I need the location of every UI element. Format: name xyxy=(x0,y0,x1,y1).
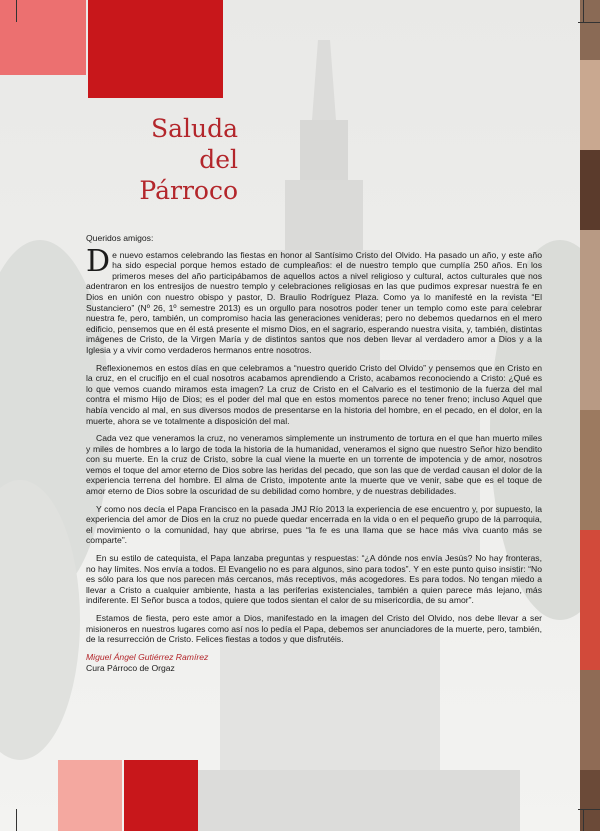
signature-role: Cura Párroco de Orgaz xyxy=(86,663,175,674)
crop-mark xyxy=(16,809,17,831)
title-line: Saluda xyxy=(150,114,238,143)
decor-square-red xyxy=(88,0,223,98)
paragraph xyxy=(86,243,542,356)
paragraph: Estamos de fiesta, pero este amor a Dios, manifestado en la imagen del Cristo del Olvido, nos debe llevar a ser misioneros en nuestros lugares como así nos lo pedía el Papa, debemos ser anunciadores de la muerte, pero, también, de la resurrección de Cristo. Felices fiestas a todos y que disfrutéis. xyxy=(86,613,542,645)
decor-square-light xyxy=(0,0,86,75)
title-line: Párroco xyxy=(139,176,238,205)
crop-mark xyxy=(16,0,17,22)
paragraph: En su estilo de catequista, el Papa lanzaba preguntas y respuestas: “¿A dónde nos envía Jesús? No hay fronteras, no hay límites. Nos envía a todos. El Evangelio no es para algunos, sino para todos”. Y en este punto quiso insistir: “No es sólo para los que nos parecen más cercanos, más receptivos, más acogedores. Es para todos. No tengan miedo a llevar a Cristo a cualquier ambiente, hasta a las periferias existenciales, también a quien parece más lejano, más indiferente. El Señor busca a todos, quiere que todos sientan el calor de su misericordia, de su amor”. xyxy=(86,553,542,606)
page-title xyxy=(128,113,238,206)
greeting: Queridos amigos: xyxy=(86,233,154,243)
decor-square-pale xyxy=(58,760,122,831)
article-body xyxy=(86,233,542,674)
crop-mark xyxy=(578,809,600,810)
drop-cap: D xyxy=(86,243,111,279)
crop-mark xyxy=(583,809,584,831)
paragraph: Reflexionemos en estos días en que celebramos a “nuestro querido Cristo del Olvido” y pensemos que en Cristo en la cruz, en el crucifijo en el cual nosotros acabamos aprendiendo a Cristo, acabamos reconociendo a Cristo: ¿Qué es lo que vemos cuando miramos esta imagen? La cruz de Cristo en el Calvario es el testimonio de la fuerza del mal contra el mismo Hijo de Dios; es el poder del mal que en estos momentos parece no tener freno; incluso Aquel que había vencido al mal, en sus diversos modos de presentarse en la historia del hombre, en el pecado, en el dolor, en la muerte, ahora se ve totalmente a disposición del mal. xyxy=(86,362,542,426)
crop-mark xyxy=(583,0,584,22)
decor-square-red-bottom xyxy=(124,760,198,831)
crop-mark xyxy=(578,22,600,23)
paragraph: Y como nos decía el Papa Francisco en la pasada JMJ Río 2013 la experiencia de ese encuentro y, por supuesto, la experiencia del amor de Dios en la cruz no puede quedar encerrada en la vida o en el pequeño grupo de la parroquia, el movimiento o la comunidad, hay que abrirse, pues “la fe es una llama que se hace más viva cuanto más se comparte”. xyxy=(86,503,542,546)
signature-name: Miguel Ángel Gutiérrez Ramírez xyxy=(86,651,209,662)
paragraph-text: e nuevo estamos celebrando las fiestas en honor al Santísimo Cristo del Olvido. Ha pasado un año, y este año ha sido especial porque hemos estado de cumpleaños: el de nuestro templo que cumplía 250 años. En los primeros meses del año participábamos de aquellos actos a nivel religioso y cultural, actos culturales que nos adentraron en los entresijos de nuestro templo y celebraciones religiosas en las que pudimos expresar nuestra fe en Dios en unión con nuestro obispo y pastor, D. Braulio Rodríguez Plaza. Como ya lo manifesté en la revista “El Sustanciero” (Nº 26, 1º semestre 2013) es un orgullo para nosotros poder tener un templo como este para celebrar nuestra fe, pero, también, un compromiso hacia las generaciones venideras; pero no debemos quedarnos en el mero edificio, pensemos que en él está presente el mismo Dios, en el sagrario, esperando nuestra visita, y, también, distintas imágenes de Cristo, de la Virgen María y de distintos santos que nos deben llevar al verdadero amor a Dios y a la Iglesia y a vivir como verdaderos hermanos entre nosotros. xyxy=(86,249,542,355)
title-line: del xyxy=(199,145,238,174)
right-edge-photo-strip xyxy=(580,0,600,831)
paragraph: Cada vez que veneramos la cruz, no veneramos simplemente un instrumento de tortura en el que han muerto miles y miles de hombres a lo largo de toda la historia de la humanidad, veneramos el signo que nuestro Señor hizo bendito con su muerte. En la cruz de Cristo, sobre la cual viene la muerte en un torrente de impotencia y de amor, nosotros vemos el toque del amor eterno de Dios sobre las heridas del pecado, que son las que de verdad causan el dolor de la experiencia terrena del hombre. El alma de Cristo, impotente ante la muerte que ve venir, sabe que es el toque de amor eterno de Dios sobre la oscuridad de su debilidad como hombre, y de nuestras debilidades. xyxy=(86,433,542,497)
